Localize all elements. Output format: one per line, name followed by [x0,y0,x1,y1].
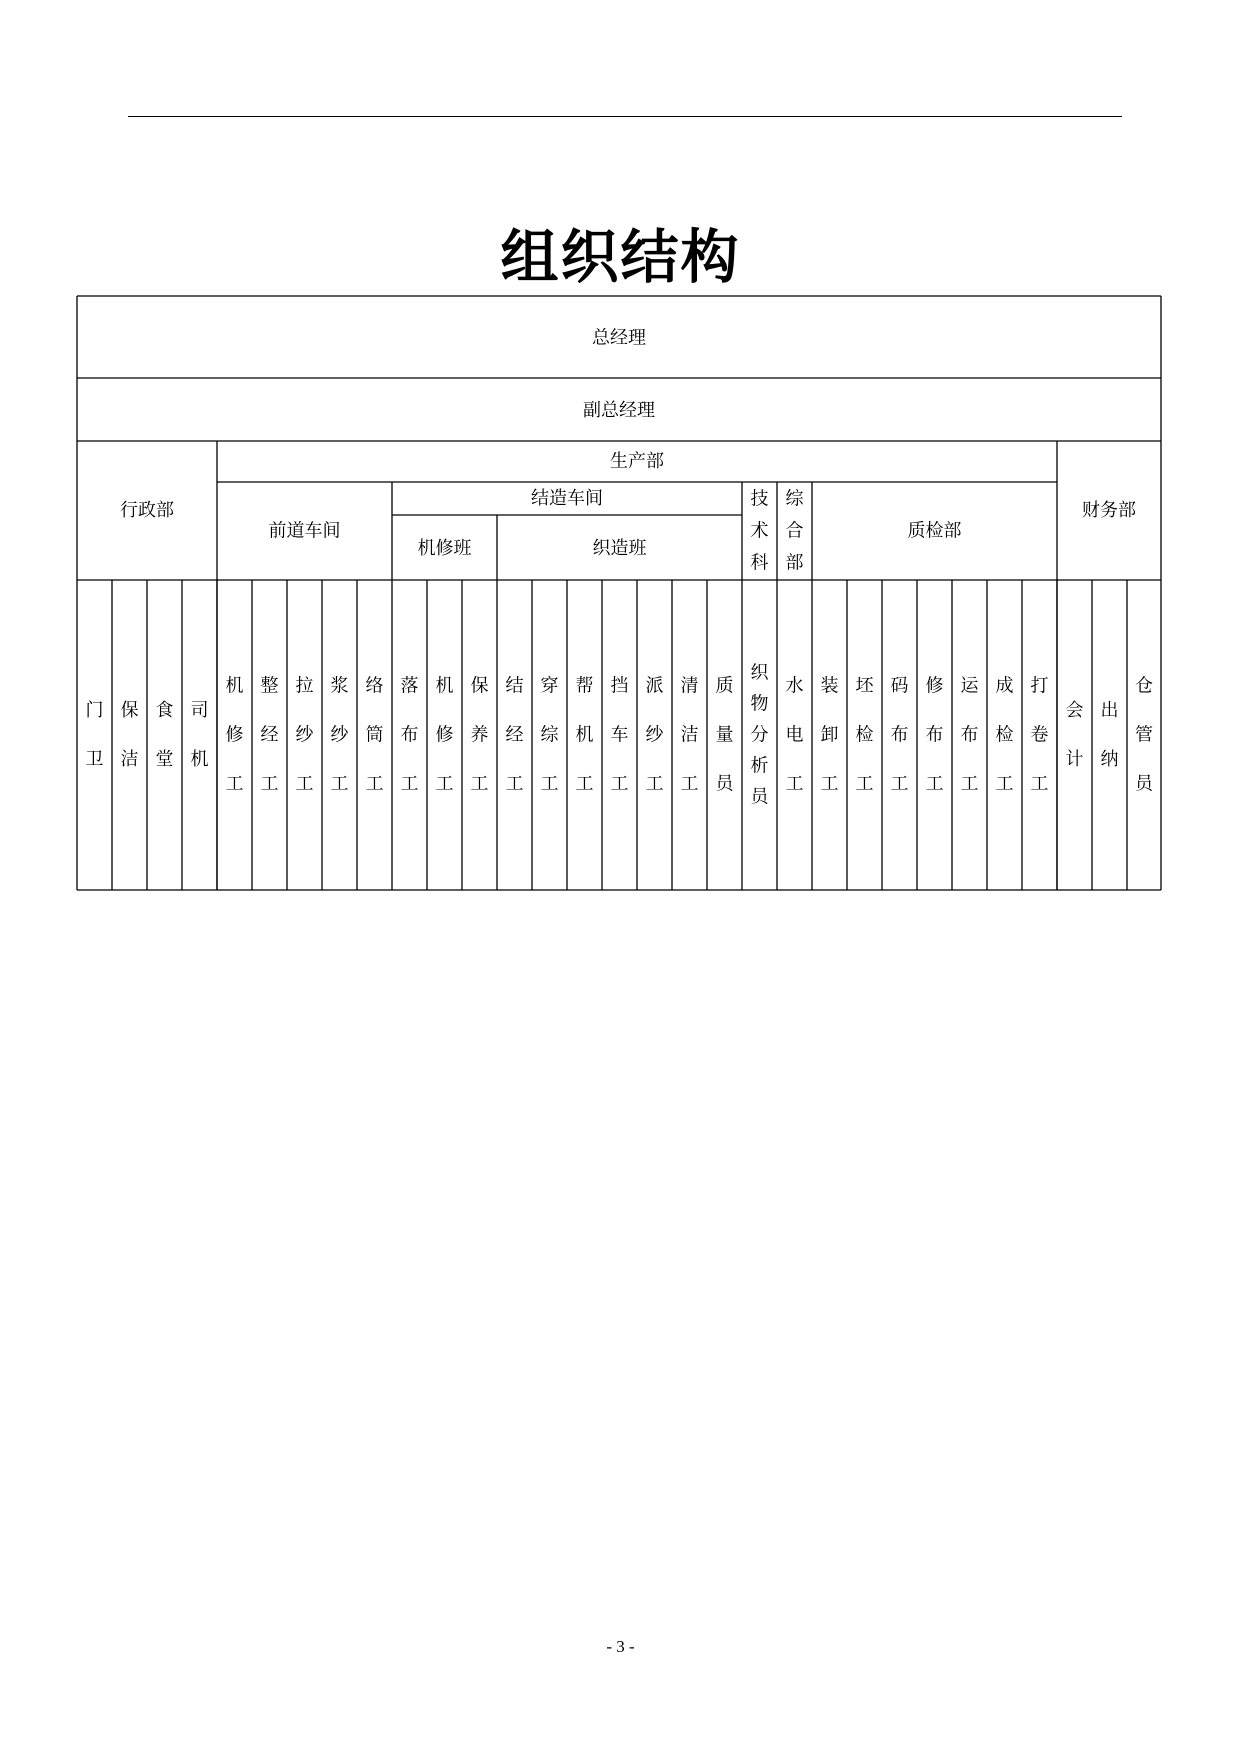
svg-text:纱: 纱 [645,724,664,746]
role-cell-15 [576,676,594,795]
role-cell-3 [156,700,174,770]
svg-text:电: 电 [785,724,804,746]
svg-text:装: 装 [820,675,839,697]
svg-text:工: 工 [820,773,839,795]
svg-text:挡: 挡 [610,675,629,697]
svg-text:拉: 拉 [295,675,314,697]
svg-text:科: 科 [750,552,769,574]
svg-text:码: 码 [890,675,909,697]
svg-text:仓: 仓 [1135,675,1153,697]
svg-text:工: 工 [610,773,629,795]
role-cell-25 [926,676,944,795]
svg-text:员: 员 [750,786,769,808]
svg-text:工: 工 [505,773,524,795]
svg-text:工: 工 [260,773,279,795]
role-cell-9 [366,676,384,795]
role-cell-29 [1066,700,1084,770]
svg-text:车: 车 [610,724,629,746]
svg-text:工: 工 [960,773,979,795]
svg-text:工: 工 [225,773,244,795]
role-cell-27 [996,676,1014,795]
svg-text:工: 工 [575,773,594,795]
svg-text:工: 工 [785,773,804,795]
role-cell-8 [331,676,350,795]
tech-section-cell [751,489,769,574]
role-cell-28 [1031,676,1049,795]
svg-text:分: 分 [750,724,769,746]
svg-text:卷: 卷 [1030,724,1049,746]
weaving-team-cell: 织造班 [592,538,647,559]
general-dept-cell [786,489,805,574]
general-manager-cell: 总经理 [592,327,646,349]
svg-text:工: 工 [1030,773,1049,795]
svg-text:工: 工 [890,773,909,795]
svg-text:运: 运 [960,675,979,697]
svg-text:综: 综 [785,488,804,510]
svg-text:卸: 卸 [820,724,839,746]
role-cell-19 [716,676,736,795]
svg-text:析: 析 [750,755,769,777]
svg-text:洁: 洁 [680,724,699,746]
role-cell-12 [471,676,489,795]
svg-text:工: 工 [680,773,699,795]
svg-text:工: 工 [995,773,1014,795]
role-cell-30 [1101,700,1119,770]
admin-dept-cell: 行政部 [120,500,174,521]
svg-text:经: 经 [260,724,279,746]
svg-text:修: 修 [435,724,454,746]
svg-text:整: 整 [260,675,279,697]
svg-text:保: 保 [470,675,489,697]
svg-text:落: 落 [400,675,419,697]
svg-text:清: 清 [680,675,699,697]
svg-text:纳: 纳 [1100,749,1119,770]
svg-text:机: 机 [225,675,244,697]
role-cell-5 [226,676,244,795]
svg-text:修: 修 [225,724,244,746]
svg-text:工: 工 [330,773,349,795]
svg-text:成: 成 [995,675,1014,697]
svg-text:工: 工 [645,773,664,795]
svg-text:质: 质 [715,675,734,697]
role-cell-14 [541,676,560,795]
role-cell-11 [436,676,454,795]
role-cell-7 [296,676,315,795]
role-cell-26 [961,676,980,795]
role-cell-20 [751,663,771,808]
finance-dept-cell: 财务部 [1082,500,1136,521]
svg-text:派: 派 [645,675,664,697]
role-cell-1 [86,700,104,770]
role-cell-31 [1135,676,1155,795]
svg-text:浆: 浆 [330,675,349,697]
svg-text:工: 工 [400,773,419,795]
svg-text:工: 工 [365,773,384,795]
svg-text:部: 部 [785,552,804,574]
svg-text:工: 工 [925,773,944,795]
weaving-workshop-cell: 结造车间 [531,488,603,509]
svg-text:结: 结 [505,675,524,697]
role-cell-22 [821,676,839,795]
svg-text:布: 布 [400,724,419,746]
svg-text:技: 技 [750,488,769,510]
role-cell-10 [401,676,419,795]
role-cell-23 [856,676,875,795]
svg-text:纱: 纱 [295,724,314,746]
svg-text:布: 布 [925,724,944,746]
svg-text:综: 综 [540,724,559,746]
svg-text:合: 合 [785,520,804,542]
svg-text:工: 工 [295,773,314,795]
role-cell-16 [611,676,629,795]
svg-text:司: 司 [190,700,209,721]
role-cell-24 [891,676,909,795]
svg-text:筒: 筒 [365,724,384,746]
svg-text:保: 保 [120,700,139,721]
svg-text:机: 机 [435,675,454,697]
svg-text:机: 机 [575,724,594,746]
production-dept-cell: 生产部 [610,451,664,472]
svg-text:检: 检 [855,724,874,746]
svg-text:打: 打 [1030,675,1049,697]
svg-text:员: 员 [715,773,734,795]
svg-text:员: 员 [1135,773,1153,795]
svg-text:工: 工 [855,773,874,795]
svg-text:出: 出 [1100,700,1119,721]
svg-text:术: 术 [750,520,769,542]
svg-text:水: 水 [785,675,804,697]
svg-text:工: 工 [540,773,559,795]
svg-text:织: 织 [750,662,769,684]
role-cell-2 [121,700,139,770]
role-cell-6 [261,676,279,795]
svg-text:穿: 穿 [540,675,559,697]
svg-text:计: 计 [1065,749,1084,770]
svg-text:食: 食 [155,700,174,721]
svg-text:坯: 坯 [855,675,874,697]
svg-text:帮: 帮 [575,675,594,697]
svg-text:堂: 堂 [155,749,174,770]
front-workshop-cell: 前道车间 [268,520,341,542]
svg-text:机: 机 [190,749,209,770]
role-cell-17 [646,676,665,795]
svg-text:会: 会 [1065,700,1084,721]
svg-text:检: 检 [995,724,1014,746]
repair-team-cell: 机修班 [417,538,472,559]
svg-text:络: 络 [365,675,384,697]
svg-text:卫: 卫 [85,749,104,770]
role-cell-13 [506,676,524,795]
svg-text:修: 修 [925,675,944,697]
page-title: 组织结构 [500,223,741,291]
page-number: - 3 - [606,1637,635,1656]
svg-text:量: 量 [715,724,734,746]
svg-text:物: 物 [750,693,769,715]
svg-text:布: 布 [890,724,909,746]
svg-text:管: 管 [1135,724,1153,746]
svg-text:门: 门 [85,700,104,721]
svg-text:养: 养 [470,724,489,746]
deputy-general-manager-cell: 副总经理 [583,400,655,421]
svg-text:经: 经 [505,724,524,746]
quality-dept-cell: 质检部 [907,520,962,542]
svg-text:纱: 纱 [330,724,349,746]
svg-text:布: 布 [960,724,979,746]
svg-text:工: 工 [470,773,489,795]
svg-text:工: 工 [435,773,454,795]
role-cell-4 [191,700,209,770]
role-cell-21 [786,676,804,795]
role-cell-18 [681,676,699,795]
svg-text:洁: 洁 [120,749,139,770]
